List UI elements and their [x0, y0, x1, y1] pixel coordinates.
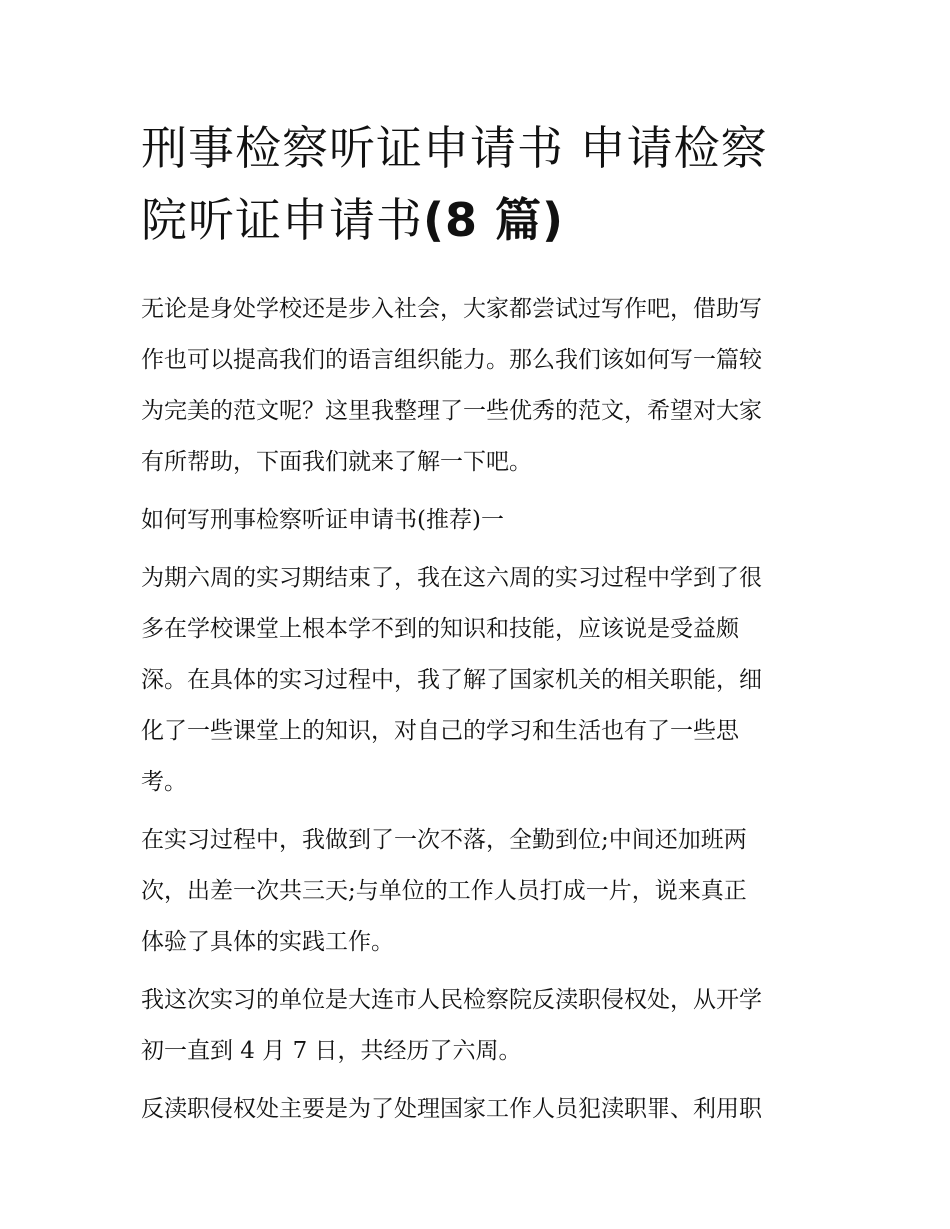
paragraph-line: 化了一些课堂上的知识，对自己的学习和生活也有了一些思 [141, 718, 739, 744]
paragraph-line: 在实习过程中，我做到了一次不落，全勤到位;中间还加班两 [141, 827, 747, 853]
title-count: (8 篇) [423, 193, 565, 247]
paragraph-line: 多在学校课堂上根本学不到的知识和技能，应该说是受益颇 [141, 616, 739, 642]
document-body [141, 284, 821, 1135]
paragraph-line: 反渎职侵权处主要是为了处理国家工作人员犯渎职罪、利用职 [141, 1096, 762, 1122]
title-line-2 [141, 184, 821, 256]
paragraph-line: 深。在具体的实习过程中，我了解了国家机关的相关职能，细 [141, 667, 762, 693]
paragraph-intro [141, 284, 821, 488]
paragraph-internship-summary [141, 553, 821, 808]
paragraph-line: 为期六周的实习期结束了，我在这六周的实习过程中学到了很 [141, 565, 762, 591]
paragraph-line: 有所帮助，下面我们就来了解一下吧。 [141, 449, 532, 475]
section-heading [141, 495, 821, 546]
paragraph-unit [141, 975, 821, 1077]
title-line-2-text: 院听证申请书 [141, 193, 423, 247]
paragraph-line: 考。 [141, 769, 187, 795]
paragraph-line: 次，出差一次共三天;与单位的工作人员打成一片，说来真正 [141, 878, 747, 904]
paragraph-line: 为完美的范文呢？这里我整理了一些优秀的范文，希望对大家 [141, 398, 762, 424]
paragraph-line: 体验了具体的实践工作。 [141, 929, 394, 955]
paragraph-line: 作也可以提高我们的语言组织能力。那么我们该如何写一篇较 [141, 347, 762, 373]
paragraph-department [141, 1084, 821, 1135]
paragraph-attendance [141, 815, 821, 968]
paragraph-line: 无论是身处学校还是步入社会，大家都尝试过写作吧，借助写 [141, 296, 762, 322]
title-line-1: 刑事检察听证申请书 申请检察 [141, 121, 768, 175]
paragraph-line: 我这次实习的单位是大连市人民检察院反渎职侵权处，从开学 [141, 987, 762, 1013]
paragraph-line: 初一直到 4 月 7 日，共经历了六周。 [141, 1038, 522, 1064]
document-title [141, 112, 821, 256]
document-page [141, 112, 821, 1142]
section-heading-text: 如何写刑事检察听证申请书(推荐)一 [141, 507, 504, 533]
